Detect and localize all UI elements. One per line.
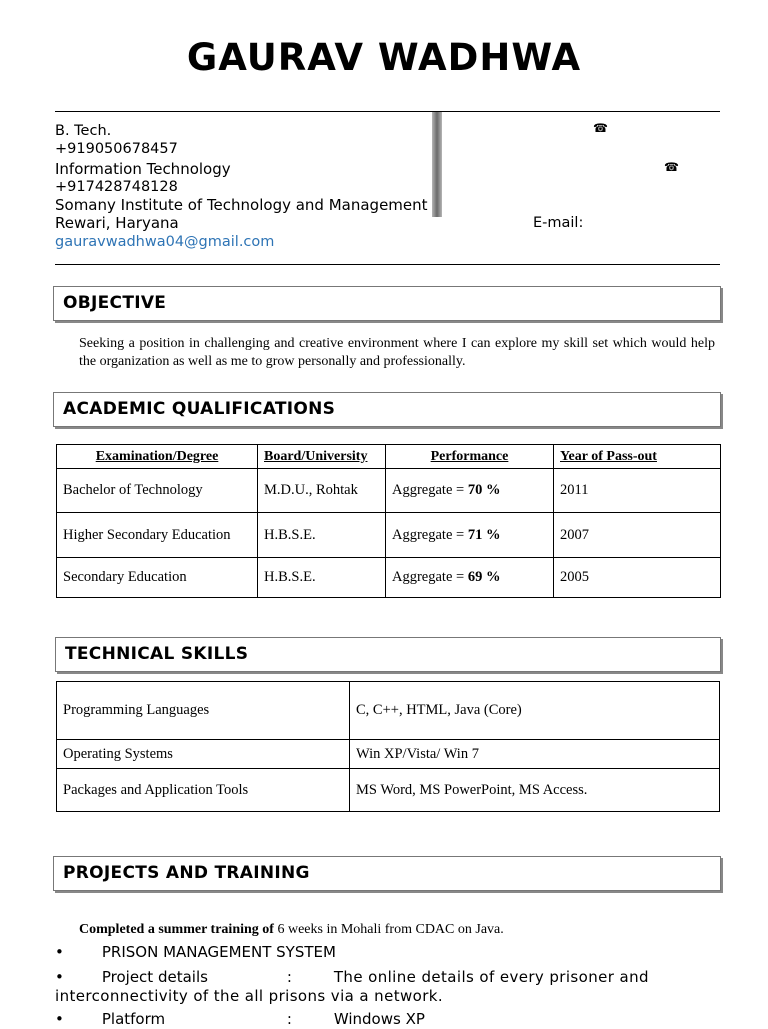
year-cell: 2005 bbox=[554, 558, 721, 598]
performance-cell bbox=[386, 558, 554, 598]
performance-value: 70 % bbox=[467, 482, 501, 498]
year-cell: 2011 bbox=[554, 469, 721, 513]
skill-value: Win XP/Vista/ Win 7 bbox=[350, 740, 720, 769]
board-cell: M.D.U., Rohtak bbox=[258, 469, 386, 513]
degree-cell: Secondary Education bbox=[57, 558, 258, 598]
degree-cell: Bachelor of Technology bbox=[57, 469, 258, 513]
table-row bbox=[57, 740, 720, 769]
phone-icon: ☎ bbox=[664, 160, 679, 174]
academic-table bbox=[56, 444, 721, 598]
table-row bbox=[57, 469, 721, 513]
top-rule bbox=[55, 111, 720, 112]
performance-label: Aggregate = bbox=[392, 482, 468, 498]
institute: Somany Institute of Technology and Management bbox=[55, 196, 428, 214]
contact-rule bbox=[55, 264, 720, 265]
bullet: • bbox=[55, 968, 64, 986]
email-link[interactable]: gauravwadhwa04@gmail.com bbox=[55, 234, 275, 250]
skills-table bbox=[56, 681, 720, 812]
section-title: OBJECTIVE bbox=[63, 293, 167, 313]
email-label: E-mail: bbox=[533, 215, 584, 231]
platform-value: Windows XP bbox=[333, 1010, 425, 1028]
degree-cell: Higher Secondary Education bbox=[57, 513, 258, 558]
project-name: PRISON MANAGEMENT SYSTEM bbox=[101, 943, 336, 961]
performance-label: Aggregate = bbox=[392, 526, 468, 543]
skill-label: Operating Systems bbox=[57, 740, 350, 769]
training-text bbox=[79, 922, 504, 938]
performance-cell bbox=[386, 513, 554, 558]
candidate-name: GAURAV WADHWA bbox=[186, 36, 582, 79]
col-header: Board/University bbox=[258, 445, 386, 469]
separator: : bbox=[286, 968, 292, 986]
phone-1: +919050678457 bbox=[55, 141, 178, 157]
table-row bbox=[57, 769, 720, 812]
table-row bbox=[57, 558, 721, 598]
board-cell: H.B.S.E. bbox=[258, 558, 386, 598]
list-item bbox=[55, 1010, 715, 1029]
section-academic bbox=[53, 392, 721, 427]
performance-value: 71 % bbox=[467, 526, 501, 543]
skill-label: Programming Languages bbox=[57, 682, 350, 740]
training-bold: Completed a summer training of bbox=[79, 922, 274, 937]
section-title: ACADEMIC QUALIFICATIONS bbox=[63, 399, 336, 419]
performance-cell bbox=[386, 469, 554, 513]
section-technical bbox=[55, 637, 721, 672]
training-rest: 6 weeks in Mohali from CDAC on Java. bbox=[273, 922, 504, 937]
bullet: • bbox=[55, 943, 64, 961]
col-header: Year of Pass-out bbox=[554, 445, 721, 469]
performance-label: Aggregate = bbox=[392, 569, 468, 585]
skill-label: Packages and Application Tools bbox=[57, 769, 350, 812]
table-row bbox=[57, 682, 720, 740]
phone-2: +917428748128 bbox=[55, 179, 178, 195]
section-projects bbox=[53, 856, 721, 891]
section-title: TECHNICAL SKILLS bbox=[65, 644, 249, 664]
table-row bbox=[57, 513, 721, 558]
performance-value: 69 % bbox=[467, 569, 501, 585]
bullet: • bbox=[55, 1010, 64, 1028]
branch: Information Technology bbox=[55, 160, 231, 178]
section-objective bbox=[53, 286, 721, 321]
header-divider bbox=[432, 112, 442, 217]
phone-icon: ☎ bbox=[593, 121, 608, 135]
details-value: The online details of every prisoner and interconnectivity of the all prisons via a network. bbox=[55, 968, 649, 1005]
table-header-row bbox=[57, 445, 721, 469]
section-title: PROJECTS AND TRAINING bbox=[63, 863, 310, 883]
col-header: Examination/Degree bbox=[57, 445, 258, 469]
degree: B. Tech. bbox=[55, 123, 112, 139]
separator: : bbox=[286, 1010, 292, 1028]
board-cell: H.B.S.E. bbox=[258, 513, 386, 558]
year-cell: 2007 bbox=[554, 513, 721, 558]
location: Rewari, Haryana bbox=[55, 214, 179, 232]
platform-label: Platform bbox=[101, 1010, 166, 1028]
skill-value: MS Word, MS PowerPoint, MS Access. bbox=[350, 769, 720, 812]
list-item bbox=[55, 968, 715, 1006]
list-item bbox=[55, 943, 715, 962]
details-label: Project details bbox=[101, 968, 208, 986]
objective-text: Seeking a position in challenging and creative environment where I can explore my skill set which would help the organization as well as me to grow personally and professionally. bbox=[79, 336, 715, 369]
col-header: Performance bbox=[386, 445, 554, 469]
skill-value: C, C++, HTML, Java (Core) bbox=[350, 682, 720, 740]
